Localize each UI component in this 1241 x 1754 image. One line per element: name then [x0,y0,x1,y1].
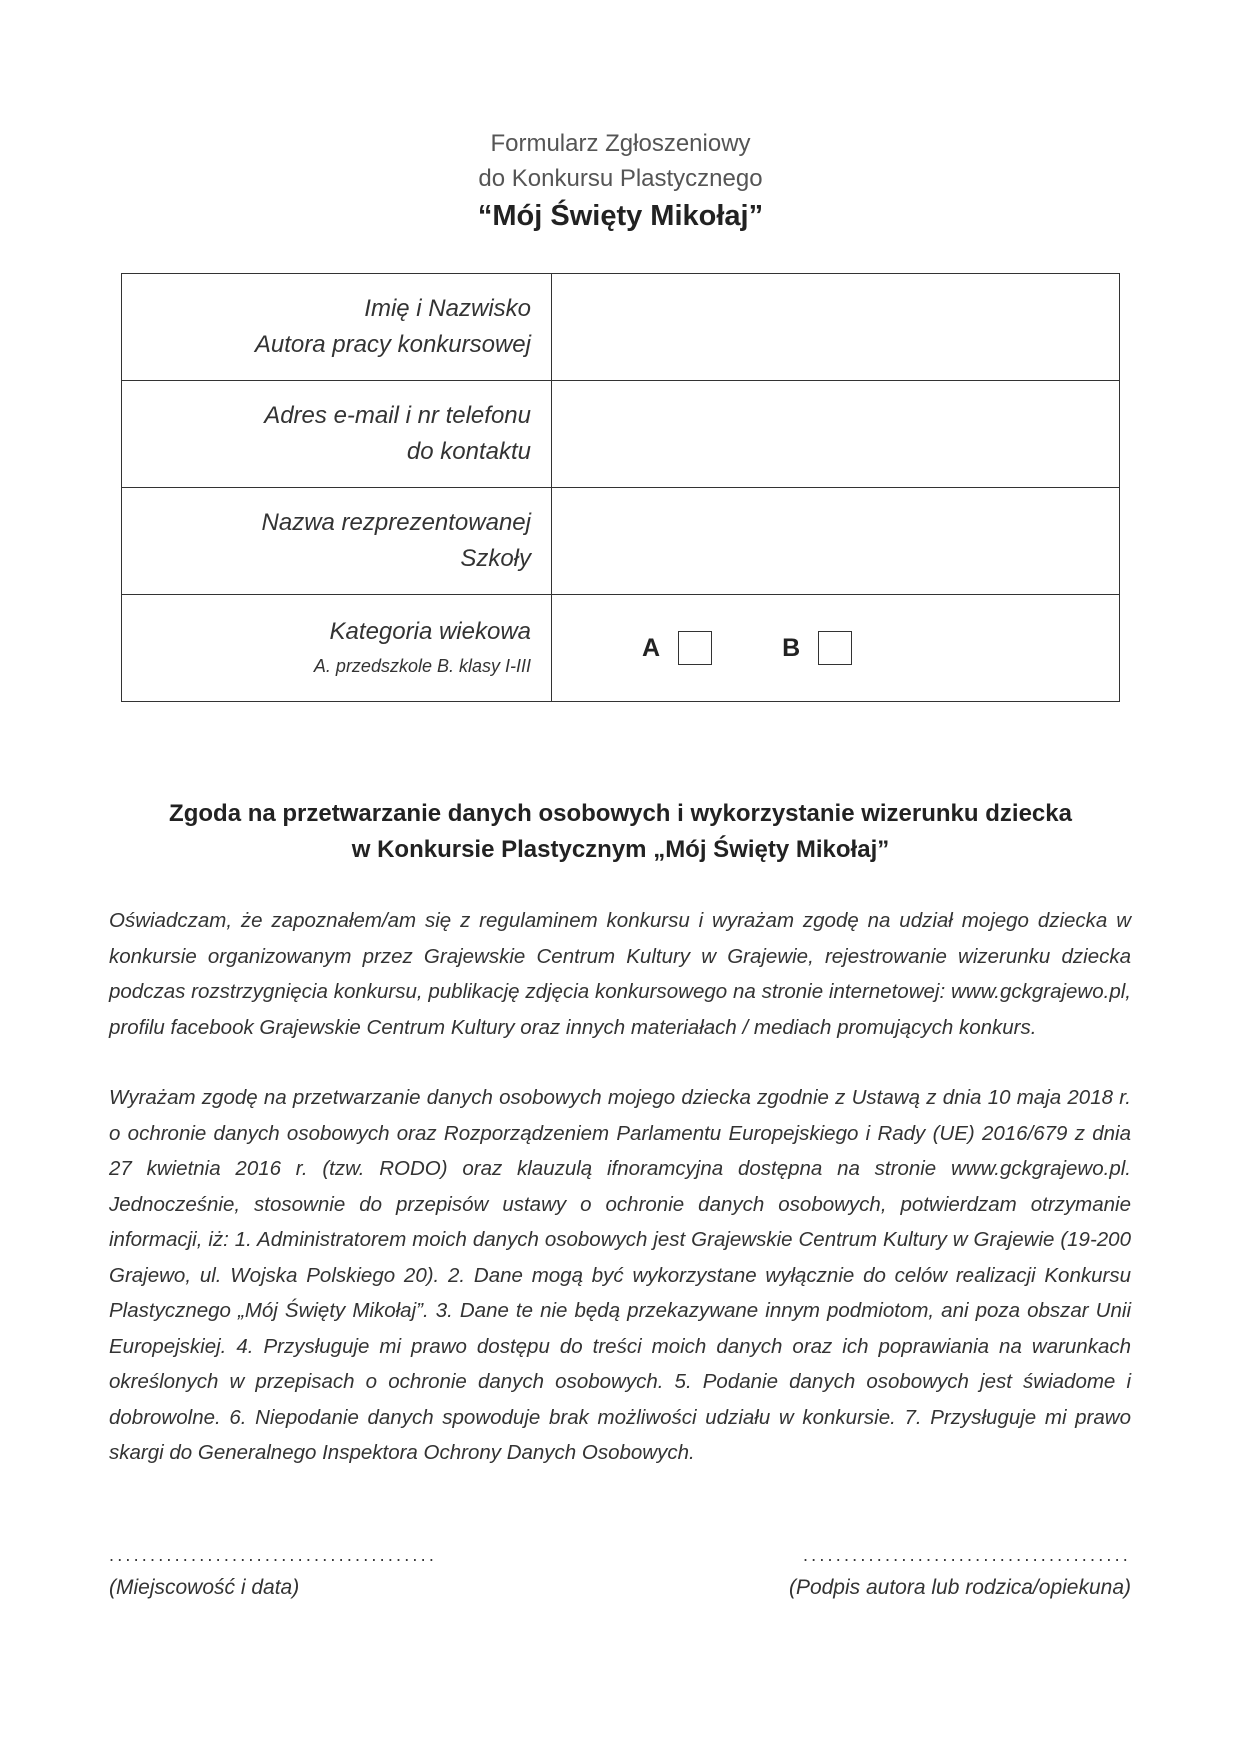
contact-label-cell [122,381,552,488]
contact-label-line-1: Adres e-mail i nr telefonu [264,402,531,429]
header-line-2: do Konkursu Plastycznego [478,165,763,192]
header-line-1: Formularz Zgłoszeniowy [490,130,751,157]
category-a-label: A [642,633,661,662]
category-b-label: B [782,633,801,662]
category-options [552,631,1119,665]
author-label-line-2: Autora pracy konkursowej [254,331,531,358]
school-label-cell [122,488,552,595]
form-header [0,126,1241,236]
author-label-cell [122,274,552,381]
entry-form-table [121,273,1120,702]
parent-signature [789,1540,1131,1606]
contact-field[interactable] [552,381,1120,488]
form-row-author [122,274,1120,381]
consent-title-line-1: Zgoda na przetwarzanie danych osobowych i wykorzystanie wizerunku dziecka [169,800,1072,827]
consent-paragraph-1: Oświadczam, że zapoznałem/am się z regulaminem konkursu i wyrażam zgodę na udział mojego dziecka w konkursie organizowanym przez Grajewskie Centrum Kultury w Grajewie, rejestrowanie wizerunku dziecka podczas rozstrzygnięcia konkursu, publikację zdjęcia konkursowego na stronie internetowej: www.gckgrajewo.pl, profilu facebook Grajewskie Centrum Kultury oraz innych materiałach / mediach promujących konkurs. [109,909,1131,1039]
category-option-b [782,631,852,665]
place-date-line[interactable]: ........................................ [109,1545,438,1565]
consent-title [0,796,1241,868]
school-label-line-2: Szkoły [460,545,531,572]
form-row-category [122,595,1120,702]
form-row-school [122,488,1120,595]
consent-title-line-2: w Konkursie Plastycznym „Mój Święty Mikołaj” [351,836,890,863]
school-field[interactable] [552,488,1120,595]
category-a-checkbox[interactable] [678,631,712,665]
place-date-label: (Miejscowość i data) [109,1576,300,1599]
contact-label-line-2: do kontaktu [406,438,531,465]
author-name-field[interactable] [552,274,1120,381]
category-option-a [642,631,712,665]
header-title: “Mój Święty Mikołaj” [477,200,764,232]
parent-signature-label: (Podpis autora lub rodzica/opiekuna) [788,1576,1131,1599]
school-label-line-1: Nazwa rezprezentowanej [261,509,531,536]
category-b-checkbox[interactable] [818,631,852,665]
category-description: A. przedszkole B. klasy I-III [313,656,531,676]
author-label-line-1: Imię i Nazwisko [364,295,531,322]
place-date-signature [109,1540,437,1606]
form-row-contact [122,381,1120,488]
category-label-cell [122,595,552,702]
category-label: Kategoria wiekowa [329,618,531,645]
parent-signature-line[interactable]: ........................................ [802,1545,1131,1565]
category-options-cell [552,595,1120,702]
consent-paragraph-2: Wyrażam zgodę na przetwarzanie danych osobowych mojego dziecka zgodnie z Ustawą z dnia 10 maja 2018 r. o ochronie danych osobowych oraz Rozporządzeniem Parlamentu Europejskiego i Rady (UE) 2016/679 z dnia 27 kwietnia 2016 r. (tzw. RODO) oraz klauzulą ifnoramcyjna dostępna na stronie www.gckgrajewo.pl. Jednocześnie, stosownie do przepisów ustawy o ochronie danych osobowych, potwierdzam otrzymanie informacji, iż: 1. Administratorem moich danych osobowych jest Grajewskie Centrum Kultury w Grajewie (19-200 Grajewo, ul. Wojska Polskiego 20). 2. Dane mogą być wykorzystane wyłącznie do celów realizacji Konkursu Plastycznego „Mój Święty Mikołaj”. 3. Dane te nie będą przekazywane innym podmiotom, ani poza obszar Unii Europejskiej. 4. Przysługuje mi prawo dostępu do treści moich danych oraz ich poprawiania na warunkach określonych w przepisach o ochronie danych osobowych. 5. Podanie danych osobowych jest świadome i dobrowolne. 6. Niepodanie danych spowoduje brak możliwości udziału w konkursie. 7. Przysługuje mi prawo skargi do Generalnego Inspektora Ochrony Danych Osobowych. [109,1086,1131,1464]
